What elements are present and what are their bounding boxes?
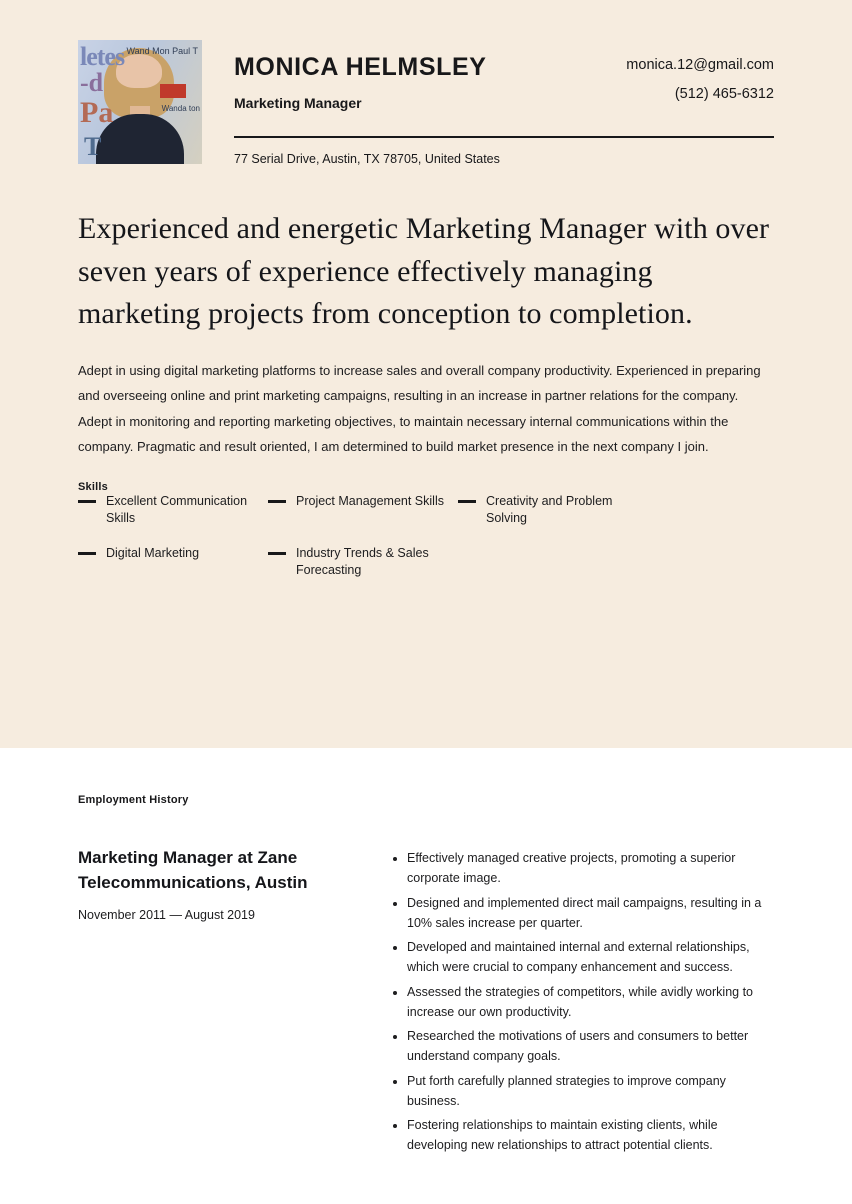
avatar-letter-2: -d	[80, 68, 104, 97]
summary-body: Adept in using digital marketing platforms to increase sales and overall company productivity. Experienced in preparing and overseeing online and print marketing campaigns, resulting in an increase in partner relations for the company. Adept in monitoring and reporting marketing objectives, to maintain necessary internal communications within the company. Pragmatic and result oriented, I am determined to build market presence in the next company I join.	[78, 363, 761, 455]
avatar	[78, 40, 202, 164]
contact-address: 77 Serial Drive, Austin, TX 78705, United States	[234, 152, 500, 167]
skill-label: Project Management Skills	[296, 494, 444, 509]
job-dates: November 2011 — August 2019	[78, 908, 255, 923]
dash-icon	[78, 500, 96, 503]
list-item	[458, 493, 648, 527]
list-item	[78, 493, 268, 527]
header-identity	[234, 40, 487, 111]
summary-heading: Experienced and energetic Marketing Manager with over seven years of experience effectively managing marketing projects from conception to completion.	[78, 212, 770, 331]
skill-label: Digital Marketing	[106, 546, 200, 561]
header-text-block	[202, 40, 774, 166]
skill-label: Creativity and Problem Solving	[486, 494, 613, 526]
avatar-letter-1: letes	[80, 42, 125, 71]
contact-email[interactable]: monica.12@gmail.com	[626, 57, 774, 73]
list-item: • Put forth carefully planned strategies to improve company business.	[407, 1071, 774, 1112]
dash-icon	[268, 500, 286, 503]
resume-header	[78, 40, 774, 166]
header-divider	[234, 136, 774, 138]
resume-bottom-section	[0, 748, 852, 1160]
employment-left-column	[78, 846, 368, 1160]
header-top-row	[234, 40, 774, 114]
list-item: • Designed and implemented direct mail campaigns, resulting in a 10% sales increase per quarter.	[407, 893, 774, 934]
employment-label: Employment History	[78, 794, 189, 806]
contact-block	[626, 40, 774, 114]
list-item	[268, 545, 458, 579]
avatar-note-bottom: Wanda ton	[161, 104, 200, 113]
list-item: • Developed and maintained internal and external relationships, which were crucial to company enhancement and success.	[407, 937, 774, 978]
list-item: • Assessed the strategies of competitors, while avidly working to increase our own productivity.	[407, 982, 774, 1023]
job-bullets	[390, 848, 774, 1022]
skill-label: Excellent Communication Skills	[106, 494, 248, 526]
employment-entry	[78, 846, 774, 1160]
job-bullets-second	[390, 1026, 774, 1156]
avatar-note-top: Wand Mon Paul T	[126, 46, 198, 56]
skills-grid	[78, 493, 774, 579]
avatar-letter-4: T	[84, 132, 102, 161]
dash-icon	[458, 500, 476, 503]
employment-right-column	[390, 846, 774, 1160]
list-item	[78, 545, 268, 579]
skills-label: Skills	[78, 481, 108, 494]
avatar-red-swatch	[160, 84, 186, 98]
avatar-letter-3: Pa	[80, 96, 114, 129]
list-item: • Effectively managed creative projects, promoting a superior corporate image.	[407, 848, 774, 889]
list-item: • Fostering relationships to maintain existing clients, while developing new relationships to attract potential clients.	[407, 1115, 774, 1156]
list-item	[268, 493, 458, 527]
dash-icon	[268, 552, 286, 555]
skill-label: Industry Trends & Sales Forecasting	[296, 546, 429, 578]
list-item: • Researched the motivations of users and consumers to better understand company goals.	[407, 1026, 774, 1067]
dash-icon	[78, 552, 96, 555]
header-job-title: Marketing Manager	[234, 94, 362, 111]
job-title-heading: Marketing Manager at Zane Telecommunications, Austin	[78, 848, 308, 892]
page-title: MONICA HELMSLEY	[234, 53, 487, 81]
contact-phone[interactable]: (512) 465-6312	[674, 86, 774, 103]
skills-section	[78, 481, 774, 579]
